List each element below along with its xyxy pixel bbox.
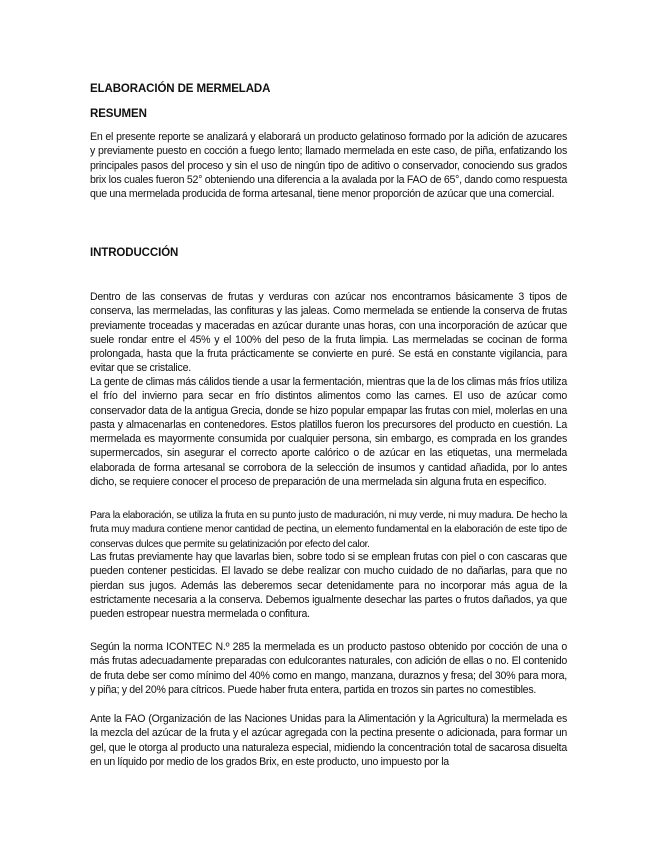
resumen-heading: RESUMEN bbox=[90, 108, 147, 120]
fao-paragraph: Ante la FAO (Organización de las Naciones Unidas para la Alimentación y la Agricultura) la mermelada es la mezcla del azúcar de la fruta y el azúcar agregada con la pectina presente o adicionada, para formar un gel, que le otorga al producto una naturaleza especial, midiendo la concentración total de sacarosa disuelta en un líquido por medio de los grados Brix, en este producto, uno impuesto por la bbox=[90, 713, 567, 768]
document-title: ELABORACIÓN DE MERMELADA bbox=[90, 83, 271, 95]
introduccion-heading: INTRODUCCIÓN bbox=[90, 247, 179, 259]
intro-paragraph-2: La gente de climas más cálidos tiende a usar la fermentación, mientras que la de los climas más fríos utiliza el frío del invierno para secar en frío distintos alimentos como las carnes. El uso de azúcar como conservador data de la antigua Grecia, donde se hizo popular empapar las frutas con miel, molerlas en una pasta y almacenarlas en contenedores. Estos platillos fueron los precursores del producto en cuestión. La mermelada es mayormente consumida por cualquier persona, sin embargo, es comprada en los grandes supermercados, sin asegurar el correcto aporte calórico o de azúcar en las etiquetas, una mermelada elaborada de forma artesanal se corrobora de la selección de insumos y cantidad añadida, por lo antes dicho, se requiere conocer el proceso de preparación de una mermelada sin alguna fruta en especifico. bbox=[90, 376, 567, 488]
icontec-paragraph: Según la norma ICONTEC N.º 285 la mermelada es un producto pastoso obtenido por cocción de una o más frutas adecuadamente preparadas con edulcorantes naturales, con adición de ellas o no. El contenido de fruta debe ser como mínimo del 40% como en mango, manzana, duraznos y fresa; del 30% para mora, y piña; y del 20% para cítricos. Puede haber fruta entera, partida en trozos sin partes no comestibles. bbox=[90, 641, 567, 696]
resumen-paragraph: En el presente reporte se analizará y elaborará un producto gelatinoso formado por la adición de azucares y previamente puesto en cocción a fuego lento; llamado mermelada en este caso, de piña, enfatizando los principales pasos del proceso y sin el uso de ningún tipo de aditivo o conservador, conociendo sus grados brix los cuales fueron 52° obteniendo una diferencia a la avalada por la FAO de 65°, dando como respuesta que una mermelada producida de forma artesanal, tiene menor proporción de azúcar que una comercial. bbox=[90, 131, 567, 200]
intro-paragraph-3: Para la elaboración, se utiliza la fruta en su punto justo de maduración, ni muy verde, ni muy madura. De hecho la fruta muy madura contiene menor cantidad de pectina, un elemento fundamental en la elaboración de este tipo de conservas dulces que permite su gelatinización por efecto del calor. bbox=[90, 510, 567, 550]
intro-paragraph-4: Las frutas previamente hay que lavarlas bien, sobre todo si se emplean frutas con piel o con cascaras que pueden contener pesticidas. El lavado se debe realizar con mucho cuidado de no dañarlas, para que no pierdan sus jugos. Además las deberemos secar detenidamente para no incorporar más agua de la estrictamente necesaria a la conserva. Debemos igualmente desechar las partes o frutos dañados, ya que pueden estropear nuestra mermelada o confitura. bbox=[90, 551, 567, 620]
intro-paragraph-1: Dentro de las conservas de frutas y verduras con azúcar nos encontramos básicamente 3 tipos de conserva, las mermeladas, las confituras y las jaleas. Como mermelada se entiende la conserva de frutas previamente troceadas y maceradas en azúcar durante unas horas, con una incorporación de azúcar que suele rondar entre el 45% y el 100% del peso de la fruta limpia. Las mermeladas se cocinan de forma prolongada, hasta que la fruta prácticamente se convierte en puré. Se está en constante vigilancia, para evitar que se cristalice. bbox=[90, 291, 567, 375]
